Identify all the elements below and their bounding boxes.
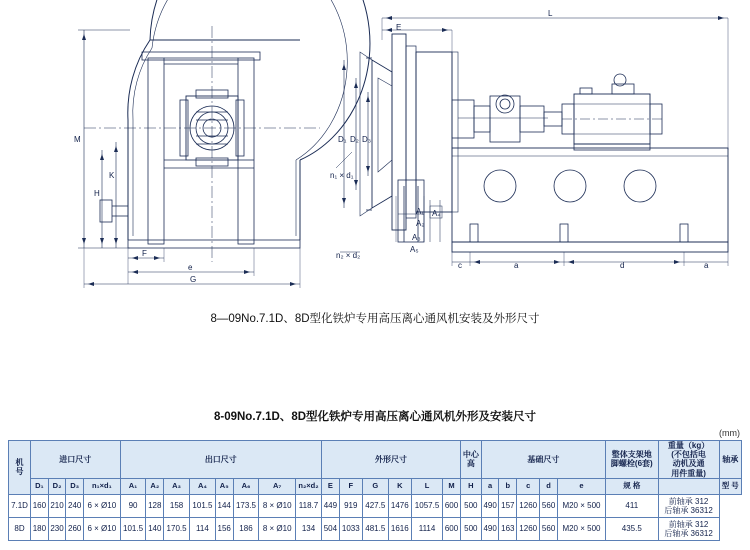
- cell-e: M20 × 500: [557, 517, 605, 540]
- th-spec: 规 格: [605, 478, 658, 494]
- th-A4: A₄: [190, 478, 216, 494]
- table-subheader-row: [9, 478, 742, 494]
- cell-E: 449: [322, 494, 340, 517]
- cell-D1: 180: [31, 517, 49, 540]
- label-D2: D₂: [350, 135, 359, 144]
- cell-M: 600: [443, 517, 461, 540]
- cell-A7: 134: [295, 517, 321, 540]
- cell-e: M20 × 500: [557, 494, 605, 517]
- label-K: K: [109, 171, 115, 180]
- bearing-rear: 后轴承 36312: [664, 528, 713, 538]
- cell-A4: 114: [190, 517, 216, 540]
- cell-H: 500: [460, 494, 481, 517]
- cell-D2: 210: [48, 494, 66, 517]
- th-c: c: [517, 478, 540, 494]
- label-L: L: [548, 9, 553, 18]
- th-a: a: [481, 478, 499, 494]
- th-M: M: [443, 478, 461, 494]
- label-M: M: [74, 135, 81, 144]
- th-K: K: [388, 478, 411, 494]
- th-group-inlet: 进口尺寸: [31, 441, 121, 479]
- th-group-center-height: 中心 高: [460, 441, 481, 479]
- th-group-foundation: 基础尺寸: [481, 441, 605, 479]
- cell-d: 560: [540, 494, 558, 517]
- table-row: [9, 494, 742, 517]
- cell-F: 1033: [339, 517, 362, 540]
- cell-A7: 118.7: [295, 494, 321, 517]
- cell-A5: 156: [215, 517, 233, 540]
- cell-D3: 260: [66, 517, 84, 540]
- label-A5: A₅: [410, 245, 419, 254]
- th-G: G: [362, 478, 388, 494]
- label-a-left: a: [514, 261, 519, 270]
- cell-n1d1: 6 × Ø10: [84, 494, 121, 517]
- cell-L: 1114: [411, 517, 442, 540]
- th-E: E: [322, 478, 340, 494]
- drawing-caption: 8—09No.7.1D、8D型化铁炉专用高压离心通风机安装及外形尺寸: [210, 313, 540, 325]
- cell-A3: 170.5: [164, 517, 190, 540]
- label-F: F: [142, 249, 147, 258]
- th-group-model: 机 号: [9, 441, 31, 495]
- cell-n1d1: 6 × Ø10: [84, 517, 121, 540]
- th-n1d1: n₁×d₁: [84, 478, 121, 494]
- cell-A2: 140: [146, 517, 164, 540]
- label-D1: D₁: [338, 135, 347, 144]
- label-H: H: [94, 189, 100, 198]
- th-A1: A₁: [120, 478, 146, 494]
- label-c: c: [458, 261, 462, 270]
- th-A2: A₂: [146, 478, 164, 494]
- cell-n2d2: 8 × Ø10: [259, 494, 296, 517]
- th-group-frame-bolts: 整体支架地 脚螺栓(6套): [605, 441, 658, 479]
- cell-A3: 158: [164, 494, 190, 517]
- th-A3: A₃: [164, 478, 190, 494]
- cell-bearing: [658, 517, 719, 540]
- th-group-overall: 外形尺寸: [322, 441, 461, 479]
- label-d: d: [620, 261, 625, 270]
- cell-b: 157: [499, 494, 517, 517]
- label-A2: A₂: [416, 219, 425, 228]
- th-H: H: [460, 478, 481, 494]
- cell-A4: 101.5: [190, 494, 216, 517]
- cell-bearing: [658, 494, 719, 517]
- th-D2: D₂: [48, 478, 66, 494]
- spec-table: [8, 440, 742, 541]
- cell-A1: 90: [120, 494, 146, 517]
- cell-A2: 128: [146, 494, 164, 517]
- cell-G: 481.5: [362, 517, 388, 540]
- th-D1: D₁: [31, 478, 49, 494]
- cell-D3: 240: [66, 494, 84, 517]
- table-group-header-row: [9, 441, 742, 479]
- cell-D2: 230: [48, 517, 66, 540]
- label-G: G: [190, 275, 197, 284]
- label-n1d1: n₁ × d₁: [330, 171, 354, 180]
- cell-c: 1260: [517, 494, 540, 517]
- th-A5: A₅: [215, 478, 233, 494]
- label-A4: A₄: [432, 209, 441, 218]
- th-group-outlet: 出口尺寸: [120, 441, 321, 479]
- th-group-bearing: 轴承: [719, 441, 741, 479]
- th-A6: A₆: [233, 478, 259, 494]
- cell-M: 600: [443, 494, 461, 517]
- table-title: 8-09No.7.1D、8D型化铁炉专用高压离心通风机外形及安装尺寸: [213, 411, 537, 423]
- cell-K: 1476: [388, 494, 411, 517]
- bearing-rear: 后轴承 36312: [664, 505, 713, 515]
- table-row: [9, 517, 742, 540]
- th-b: b: [499, 478, 517, 494]
- cell-bolt-spec: 435.5: [605, 517, 658, 540]
- cell-A6: 186: [233, 517, 259, 540]
- label-A3: A₃: [412, 233, 421, 242]
- label-A1: A₁: [416, 207, 425, 216]
- cell-n2d2: 8 × Ø10: [259, 517, 296, 540]
- cell-A1: 101.5: [120, 517, 146, 540]
- cell-model: 8D: [9, 517, 31, 540]
- bearing-front: 前轴承 312: [668, 519, 709, 529]
- th-n2d2: n₂×d₂: [295, 478, 321, 494]
- th-d: d: [540, 478, 558, 494]
- label-a-right: a: [704, 261, 709, 270]
- th-e: e: [557, 478, 605, 494]
- cell-H: 500: [460, 517, 481, 540]
- cell-G: 427.5: [362, 494, 388, 517]
- cell-a: 490: [481, 517, 499, 540]
- cell-F: 919: [339, 494, 362, 517]
- th-A7: A₇: [259, 478, 296, 494]
- cell-model: 7.1D: [9, 494, 31, 517]
- label-n2d2: n₂ × d₂: [336, 251, 361, 260]
- cell-d: 560: [540, 517, 558, 540]
- cell-bolt-spec: 411: [605, 494, 658, 517]
- bearing-front: 前轴承 312: [668, 496, 709, 506]
- th-F: F: [339, 478, 362, 494]
- cell-c: 1260: [517, 517, 540, 540]
- th-D3: D₃: [66, 478, 84, 494]
- label-e: e: [188, 263, 193, 272]
- cell-b: 163: [499, 517, 517, 540]
- th-L: L: [411, 478, 442, 494]
- cell-A5: 144: [215, 494, 233, 517]
- cell-D1: 160: [31, 494, 49, 517]
- cell-a: 490: [481, 494, 499, 517]
- cell-K: 1616: [388, 517, 411, 540]
- unit-note: (mm): [719, 428, 740, 438]
- label-D3: D₃: [362, 135, 372, 144]
- cell-L: 1057.5: [411, 494, 442, 517]
- th-weight-blank: [658, 478, 719, 494]
- th-bearing-model: 型 号: [719, 478, 741, 494]
- label-E: E: [396, 23, 402, 32]
- cell-E: 504: [322, 517, 340, 540]
- cell-A6: 173.5: [233, 494, 259, 517]
- th-group-weight: 重量（kg） (不包括电 动机及通 用件重量): [658, 441, 719, 479]
